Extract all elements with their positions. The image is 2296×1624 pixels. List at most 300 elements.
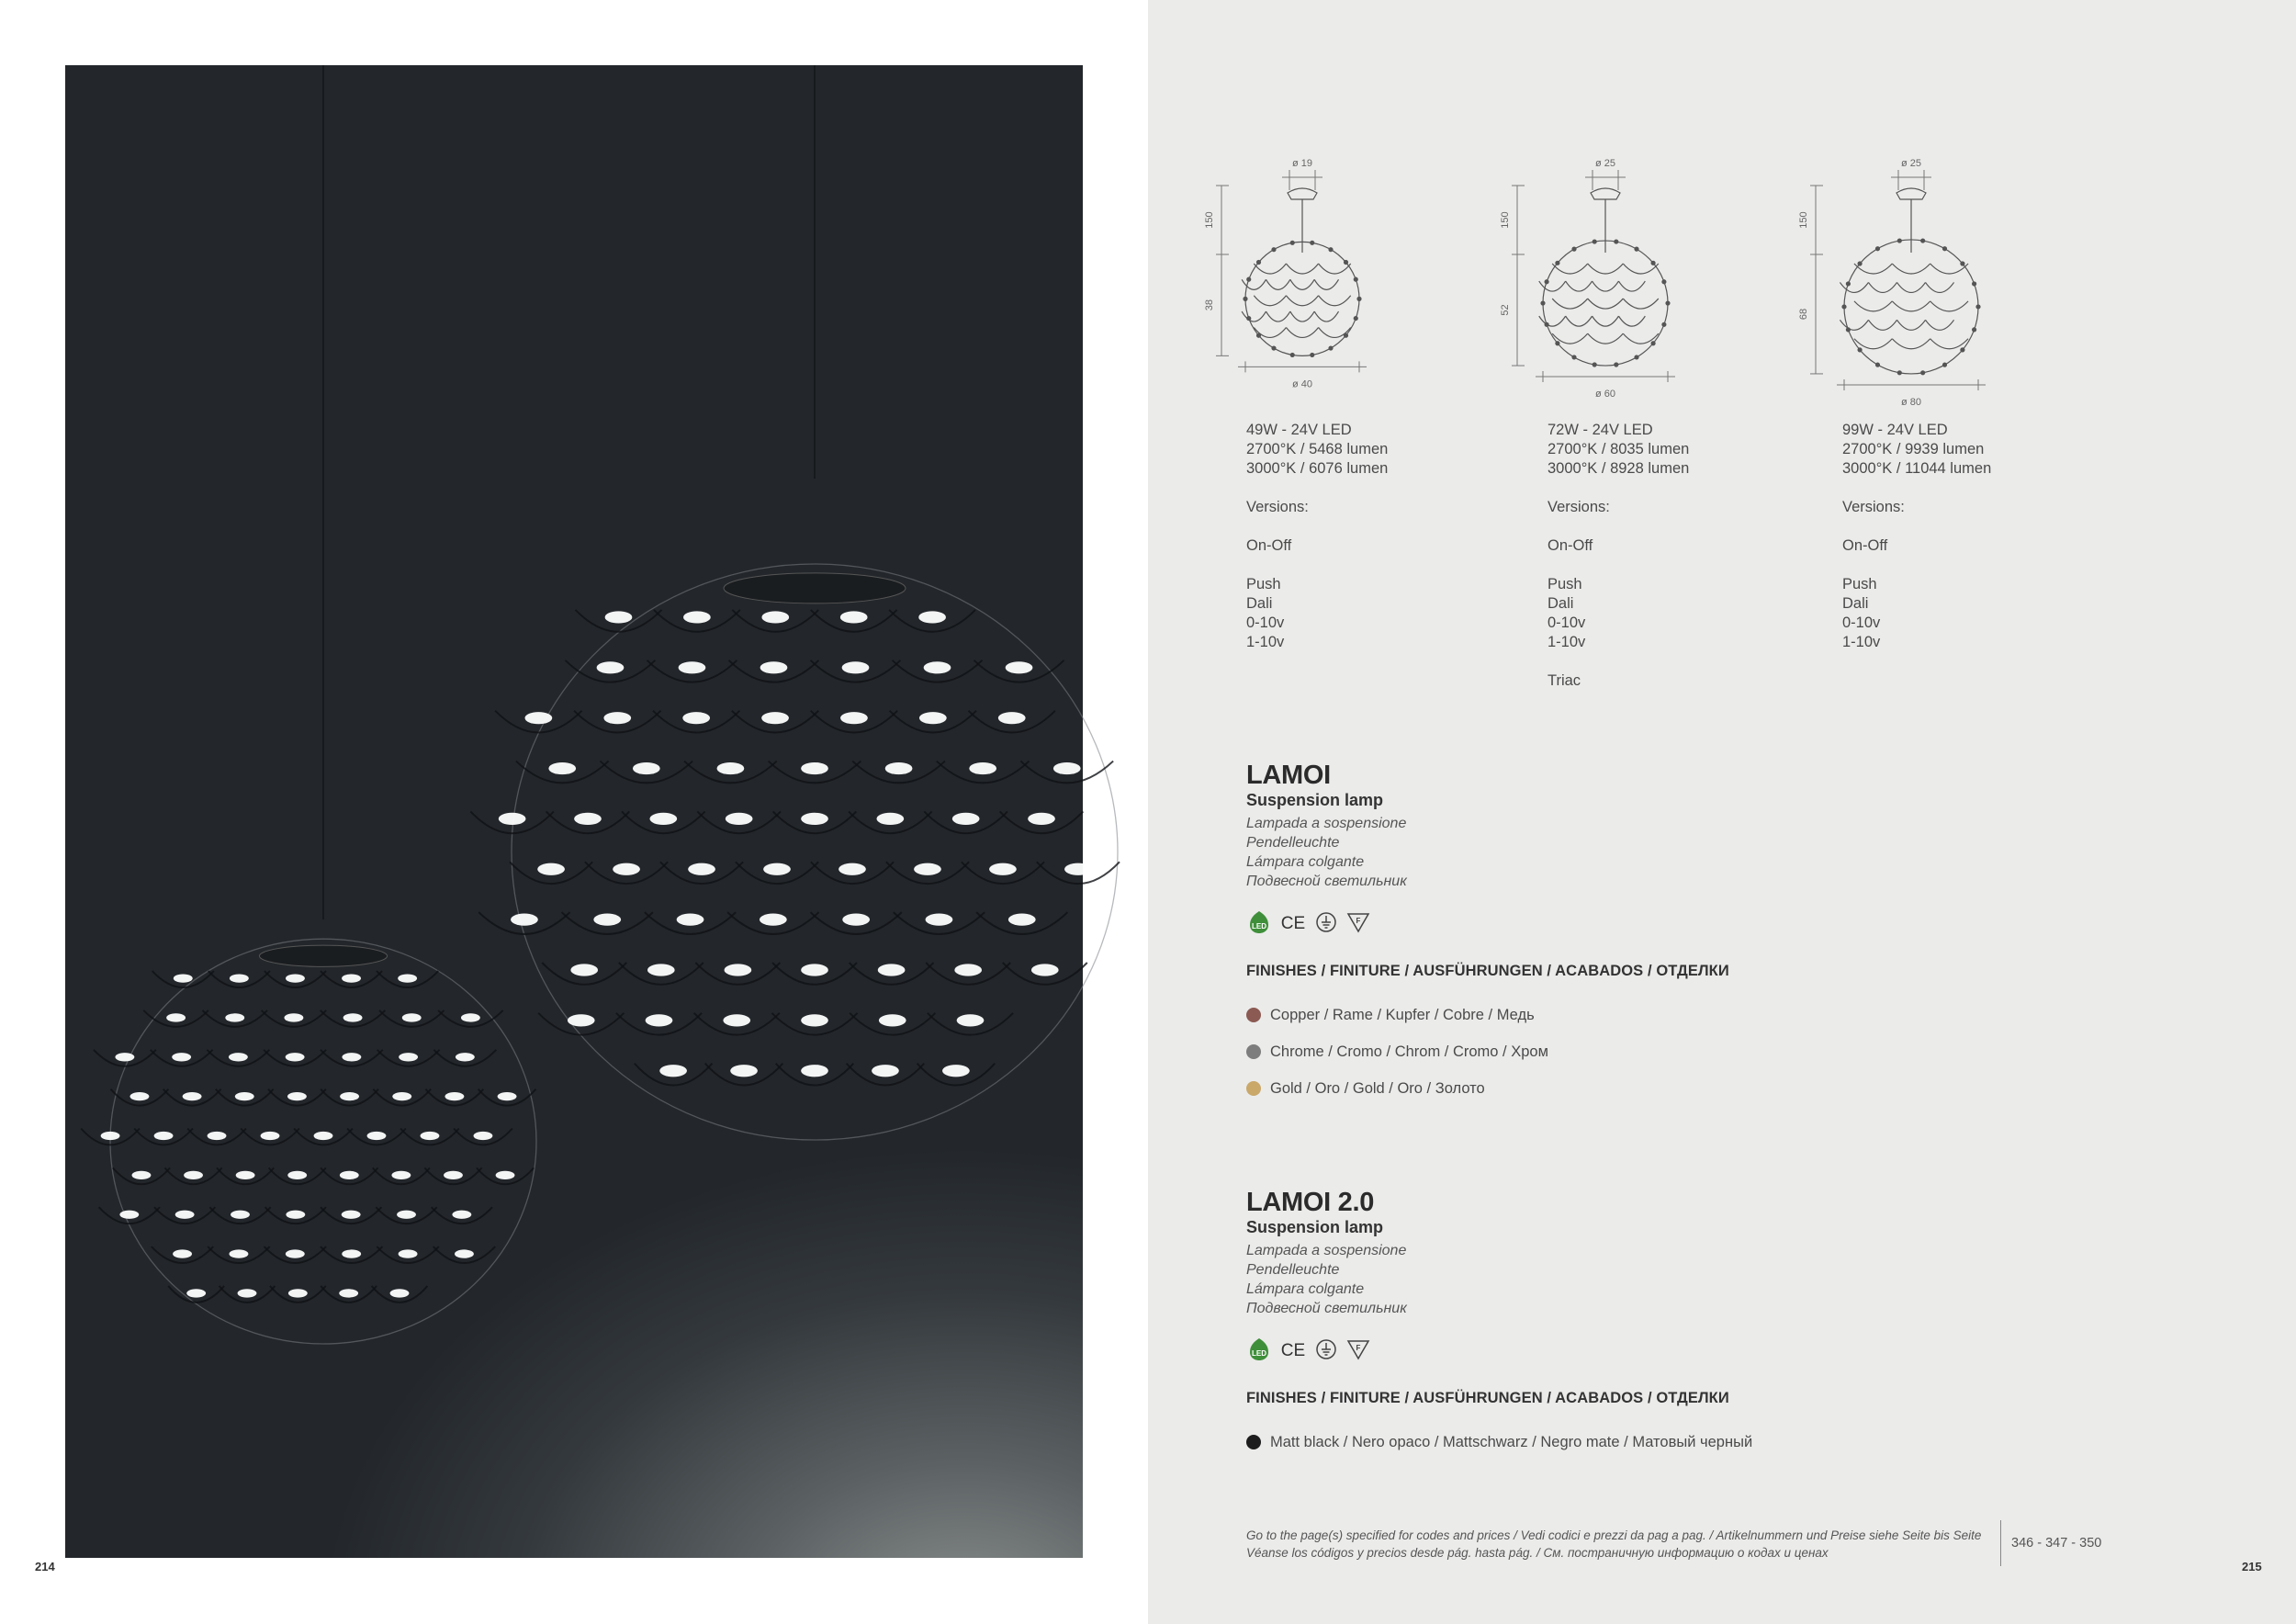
translation-de: Pendelleuchte — [1246, 1262, 1340, 1278]
footer-divider — [2000, 1520, 2001, 1566]
led-light — [647, 964, 675, 976]
led-light — [605, 611, 633, 623]
led-light — [461, 1013, 480, 1021]
led-light — [166, 1013, 186, 1021]
led-dot — [1593, 240, 1596, 243]
scale-arc — [1319, 264, 1351, 274]
sphere-outline — [1543, 241, 1668, 366]
spec-line: 0-10v — [1842, 615, 1881, 631]
spec-line — [1246, 479, 1388, 498]
scale-arc — [1566, 316, 1593, 326]
top-diameter-label: ø 19 — [1291, 158, 1313, 169]
led-light — [115, 1053, 134, 1061]
led-dot — [1858, 262, 1862, 265]
certification-icons — [1246, 909, 1729, 935]
led-dot — [1354, 277, 1357, 281]
spec-line: Triac — [1548, 672, 1581, 689]
led-light — [455, 1249, 474, 1257]
scale-arc — [1588, 264, 1624, 274]
led-dot — [1329, 248, 1333, 252]
spec-line: 1-10v — [1548, 634, 1586, 650]
led-light — [229, 1249, 248, 1257]
technical-drawing-model-2 — [1499, 152, 1696, 400]
led-light — [649, 813, 677, 825]
led-dot — [1973, 328, 1976, 332]
led-light — [208, 1132, 227, 1140]
led-dot — [1876, 363, 1880, 367]
led-dot — [1876, 247, 1880, 251]
led-dot — [1329, 346, 1333, 350]
spec-line: Push — [1842, 576, 1877, 592]
led-dot — [1272, 346, 1276, 350]
product-title: LAMOI — [1246, 761, 1331, 790]
led-dot — [1615, 363, 1618, 367]
led-light — [314, 1132, 333, 1140]
technical-drawing-model-1 — [1203, 152, 1387, 395]
led-dot — [1357, 297, 1361, 300]
led-dot — [1545, 280, 1548, 284]
scale-arc — [1266, 279, 1289, 289]
led-light — [286, 974, 305, 982]
scale-arc — [1539, 316, 1566, 326]
spec-line: 72W - 24V LED — [1548, 422, 1653, 438]
spec-line: Versions: — [1842, 499, 1905, 515]
led-badge-icon — [1246, 1336, 1272, 1362]
product-lamoi-2 — [1246, 1188, 1752, 1460]
led-light — [593, 914, 621, 926]
led-light — [876, 813, 904, 825]
svg-text:CE: CE — [1280, 914, 1306, 933]
finish-list — [1246, 997, 1729, 1107]
led-light — [603, 712, 631, 724]
led-light — [878, 964, 906, 976]
led-light — [568, 1014, 595, 1026]
product-subtitle: Suspension lamp — [1246, 1218, 1384, 1236]
svg-text:F: F — [1356, 1344, 1361, 1352]
height-total-label: 150 — [1204, 211, 1215, 229]
spec-line: Dali — [1548, 595, 1574, 612]
scale-arc — [1593, 316, 1619, 326]
led-dot — [1973, 282, 1976, 286]
dimension-lines — [1512, 170, 1675, 382]
led-dot — [1257, 261, 1261, 265]
led-dot — [1943, 247, 1947, 251]
led-light — [511, 914, 538, 926]
drawing-lines — [1840, 188, 1980, 375]
led-light — [397, 1211, 416, 1219]
led-light — [101, 1132, 120, 1140]
led-dot — [1842, 305, 1846, 309]
scale-arc — [1242, 279, 1266, 289]
finish-swatch — [1246, 1044, 1261, 1059]
spec-line — [1548, 479, 1689, 498]
led-light — [238, 1289, 257, 1297]
large-pendant-sphere — [470, 564, 1120, 1140]
led-dot — [1858, 348, 1862, 352]
flammable-surface-icon — [1345, 909, 1371, 935]
led-light — [235, 1092, 254, 1100]
canopy-shape — [1896, 188, 1926, 199]
led-dot — [1541, 301, 1545, 305]
led-light — [998, 712, 1026, 724]
sphere-outline — [512, 564, 1118, 1140]
led-light — [801, 762, 828, 774]
class-one-ground-icon — [1314, 909, 1338, 935]
ce-mark-icon — [1279, 909, 1307, 935]
led-dot — [1635, 247, 1638, 251]
scale-arc — [1314, 279, 1338, 289]
led-light — [688, 863, 715, 875]
spec-line: 1-10v — [1246, 634, 1285, 650]
led-light — [154, 1132, 174, 1140]
spec-line: 1-10v — [1842, 634, 1881, 650]
led-dot — [1635, 355, 1638, 359]
spec-line — [1842, 479, 1991, 498]
translation-es: Lámpara colgante — [1246, 1281, 1365, 1297]
spec-column-model-3 — [1842, 421, 1991, 652]
spec-line — [1548, 652, 1689, 671]
spec-line — [1246, 556, 1388, 575]
bottom-diameter-label: ø 40 — [1291, 378, 1313, 390]
led-light — [1064, 863, 1092, 875]
svg-text:F: F — [1356, 917, 1361, 925]
led-light — [801, 964, 828, 976]
led-light — [525, 712, 553, 724]
spec-line — [1548, 556, 1689, 575]
led-dot — [1921, 371, 1925, 375]
led-light — [339, 1289, 358, 1297]
led-light — [175, 1211, 195, 1219]
led-light — [174, 974, 193, 982]
translation-es: Lámpara colgante — [1246, 854, 1365, 870]
led-dot — [1556, 261, 1559, 265]
led-light — [399, 1053, 418, 1061]
spec-column-model-2 — [1548, 421, 1689, 691]
height-total-label: 150 — [1500, 211, 1511, 229]
scale-arc — [1266, 311, 1289, 321]
scale-arc — [1254, 264, 1286, 274]
led-dot — [1615, 240, 1618, 243]
led-dot — [1572, 355, 1576, 359]
led-light — [842, 914, 870, 926]
led-light — [926, 914, 953, 926]
spec-line: 2700°K / 5468 lumen — [1246, 441, 1389, 457]
led-light — [885, 762, 913, 774]
height-shade-label: 52 — [1500, 304, 1511, 316]
bottom-diameter-label: ø 80 — [1900, 396, 1922, 408]
spec-line: 3000°K / 6076 lumen — [1246, 460, 1389, 477]
led-dot — [1247, 317, 1251, 321]
sphere-outline — [1245, 242, 1359, 355]
led-light — [879, 1014, 906, 1026]
led-dot — [1556, 342, 1559, 345]
led-light — [838, 863, 866, 875]
scale-arc — [1319, 296, 1351, 306]
led-light — [119, 1211, 139, 1219]
led-dot — [1272, 248, 1276, 252]
led-light — [186, 1289, 206, 1297]
led-light — [840, 611, 868, 623]
led-light — [597, 661, 625, 673]
led-dot — [1662, 322, 1666, 326]
scale-arc — [1868, 320, 1896, 330]
finish-label: Chrome / Cromo / Chrom / Cromo / Хром — [1270, 1043, 1548, 1060]
spec-line: On-Off — [1246, 537, 1292, 554]
spec-line: Versions: — [1548, 499, 1610, 515]
led-light — [342, 1211, 361, 1219]
led-light — [801, 1065, 828, 1077]
led-light — [367, 1132, 387, 1140]
led-light — [342, 1249, 361, 1257]
scale-arc — [1926, 282, 1954, 292]
scale-arc — [1314, 311, 1338, 321]
svg-text:LED: LED — [1252, 1349, 1266, 1358]
led-dot — [1921, 239, 1925, 242]
pendant-lamps-illustration — [65, 65, 1083, 1558]
led-light — [919, 712, 947, 724]
led-light — [456, 1053, 475, 1061]
finish-item-copper — [1246, 997, 1729, 1033]
footer-page-references: 346 - 347 - 350 — [2011, 1536, 2102, 1551]
spec-line — [1842, 517, 1991, 536]
led-dot — [1943, 363, 1947, 367]
led-dot — [1976, 305, 1980, 309]
scale-arc — [1539, 281, 1566, 291]
led-dot — [1593, 363, 1596, 367]
finish-swatch — [1246, 1008, 1261, 1022]
spec-line: 2700°K / 9939 lumen — [1842, 441, 1985, 457]
led-light — [498, 1092, 517, 1100]
scale-arc — [1840, 282, 1868, 292]
led-light — [969, 762, 996, 774]
sphere-outline — [110, 939, 536, 1344]
scale-arc — [1290, 311, 1314, 321]
top-diameter-label: ø 25 — [1900, 158, 1922, 169]
spec-line: Push — [1548, 576, 1582, 592]
led-light — [421, 1132, 440, 1140]
led-light — [287, 1092, 307, 1100]
led-light — [286, 1211, 305, 1219]
scale-arc — [1854, 339, 1892, 349]
led-light — [225, 1013, 244, 1021]
led-light — [474, 1132, 493, 1140]
led-light — [957, 1014, 985, 1026]
led-light — [390, 1289, 410, 1297]
spec-line: 49W - 24V LED — [1246, 422, 1352, 438]
page-number-right: 215 — [2242, 1560, 2262, 1573]
led-dot — [1354, 317, 1357, 321]
led-light — [679, 661, 706, 673]
scale-arc — [1868, 282, 1896, 292]
led-dot — [1311, 241, 1314, 244]
led-dot — [1897, 371, 1901, 375]
scale-arc — [1290, 279, 1314, 289]
led-light — [989, 863, 1017, 875]
led-light — [760, 661, 788, 673]
led-badge-icon — [1246, 909, 1272, 935]
led-light — [1006, 661, 1033, 673]
led-dot — [1662, 280, 1666, 284]
footer-note-line: Véanse los códigos y precios desde pág. hasta pág. / См. постраничную информацию о кодах и ценах — [1246, 1546, 1829, 1560]
scale-arc — [1892, 339, 1930, 349]
spec-column-model-1 — [1246, 421, 1388, 652]
led-light — [398, 974, 417, 982]
drawing-lines — [1242, 188, 1361, 356]
led-light — [1053, 762, 1081, 774]
spec-line: Dali — [1246, 595, 1273, 612]
canopy-shape — [1288, 188, 1317, 199]
sphere-cap — [724, 573, 906, 603]
led-light — [499, 813, 526, 825]
footer-price-note — [1246, 1527, 1981, 1562]
finish-label: Gold / Oro / Gold / Oro / Золото — [1270, 1079, 1485, 1097]
scale-arc — [1840, 320, 1868, 330]
led-light — [340, 1092, 359, 1100]
finish-item-chrome — [1246, 1033, 1729, 1070]
led-dot — [1344, 333, 1347, 337]
led-dot — [1961, 348, 1964, 352]
spec-line: 2700°K / 8035 lumen — [1548, 441, 1690, 457]
spec-line: On-Off — [1548, 537, 1593, 554]
led-dot — [1897, 239, 1901, 242]
bottom-diameter-label: ø 60 — [1594, 389, 1616, 400]
scale-arc — [1623, 299, 1659, 309]
led-light — [286, 1053, 305, 1061]
led-light — [760, 914, 787, 926]
led-dot — [1344, 261, 1347, 265]
height-shade-label: 68 — [1798, 308, 1809, 321]
led-light — [918, 611, 946, 623]
class-one-ground-icon — [1314, 1336, 1338, 1362]
spec-line: Versions: — [1246, 499, 1309, 515]
led-light — [633, 762, 660, 774]
spec-line: Dali — [1842, 595, 1869, 612]
led-light — [801, 1014, 828, 1026]
drawing-lines — [1539, 188, 1670, 367]
scale-arc — [1593, 281, 1619, 291]
product-photo — [65, 65, 1083, 1558]
spec-line: 0-10v — [1246, 615, 1285, 631]
ce-mark-icon — [1279, 1336, 1307, 1362]
scale-arc — [1896, 282, 1925, 292]
led-light — [288, 1289, 308, 1297]
led-dot — [1257, 333, 1261, 337]
led-light — [445, 1092, 464, 1100]
led-dot — [1651, 261, 1655, 265]
certification-icons — [1246, 1336, 1752, 1362]
scale-arc — [1242, 311, 1266, 321]
led-light — [229, 1053, 248, 1061]
led-dot — [1572, 247, 1576, 251]
footer-note-line: Go to the page(s) specified for codes and prices / Vedi codici e prezzi da pag a pag. / Artikelnummern und Preise siehe Seite bis Seite — [1246, 1528, 1982, 1542]
svg-text:LED: LED — [1252, 922, 1266, 930]
spec-line — [1246, 517, 1388, 536]
led-light — [646, 1014, 673, 1026]
product-title: LAMOI 2.0 — [1246, 1188, 1375, 1217]
scale-arc — [1892, 301, 1930, 311]
led-light — [231, 1211, 250, 1219]
dimension-lines — [1810, 170, 1986, 390]
finish-swatch — [1246, 1435, 1261, 1449]
product-lamoi — [1246, 761, 1729, 1107]
top-diameter-label: ø 25 — [1594, 158, 1616, 169]
canopy-shape — [1591, 188, 1620, 199]
scale-arc — [1896, 320, 1925, 330]
led-light — [952, 813, 980, 825]
led-light — [761, 712, 789, 724]
led-light — [763, 863, 791, 875]
led-light — [284, 1013, 303, 1021]
led-light — [287, 1171, 307, 1179]
led-dot — [1290, 353, 1294, 356]
finishes-heading: FINISHES / FINITURE / AUSFÜHRUNGEN / ACABADOS / ОТДЕЛКИ — [1246, 963, 1729, 979]
technical-drawing-model-3 — [1797, 152, 2009, 408]
scale-arc — [1254, 296, 1286, 306]
led-light — [261, 1132, 280, 1140]
spec-line: 3000°K / 11044 lumen — [1842, 460, 1992, 477]
scale-arc — [1930, 339, 1968, 349]
scale-arc — [1930, 301, 1968, 311]
finish-list — [1246, 1424, 1752, 1460]
led-dot — [1244, 297, 1247, 300]
finish-label: Matt black / Nero opaco / Mattschwarz / Negro mate / Матовый черный — [1270, 1433, 1753, 1450]
led-dot — [1290, 241, 1294, 244]
led-dot — [1545, 322, 1548, 326]
height-shade-label: 38 — [1204, 299, 1215, 311]
led-light — [1031, 964, 1059, 976]
led-dot — [1247, 277, 1251, 281]
led-light — [726, 813, 753, 825]
dimension-lines — [1216, 170, 1367, 372]
led-light — [842, 661, 870, 673]
translation-it: Lampada a sospensione — [1246, 816, 1407, 831]
sphere-outline — [1844, 240, 1978, 374]
led-light — [683, 611, 711, 623]
height-total-label: 150 — [1798, 211, 1809, 229]
svg-text:CE: CE — [1280, 1341, 1306, 1360]
led-light — [1008, 914, 1036, 926]
spec-line: On-Off — [1842, 537, 1888, 554]
scale-arc — [1552, 299, 1588, 309]
led-light — [132, 1171, 152, 1179]
led-light — [924, 661, 951, 673]
led-light — [183, 1092, 202, 1100]
led-light — [801, 813, 828, 825]
led-light — [570, 964, 598, 976]
scale-arc — [1286, 296, 1318, 306]
led-light — [184, 1171, 203, 1179]
led-light — [342, 974, 361, 982]
led-light — [840, 712, 868, 724]
scale-arc — [1618, 281, 1645, 291]
led-dot — [1311, 353, 1314, 356]
led-light — [391, 1171, 411, 1179]
led-light — [173, 1249, 192, 1257]
spec-line: 99W - 24V LED — [1842, 422, 1948, 438]
led-light — [548, 762, 576, 774]
led-light — [342, 1053, 361, 1061]
led-light — [236, 1171, 255, 1179]
led-light — [942, 1065, 970, 1077]
scale-arc — [1892, 264, 1930, 274]
led-dot — [1961, 262, 1964, 265]
scale-arc — [1588, 299, 1624, 309]
led-light — [392, 1092, 411, 1100]
led-light — [399, 1249, 418, 1257]
led-dot — [1651, 342, 1655, 345]
led-dot — [1846, 328, 1850, 332]
led-light — [954, 964, 982, 976]
